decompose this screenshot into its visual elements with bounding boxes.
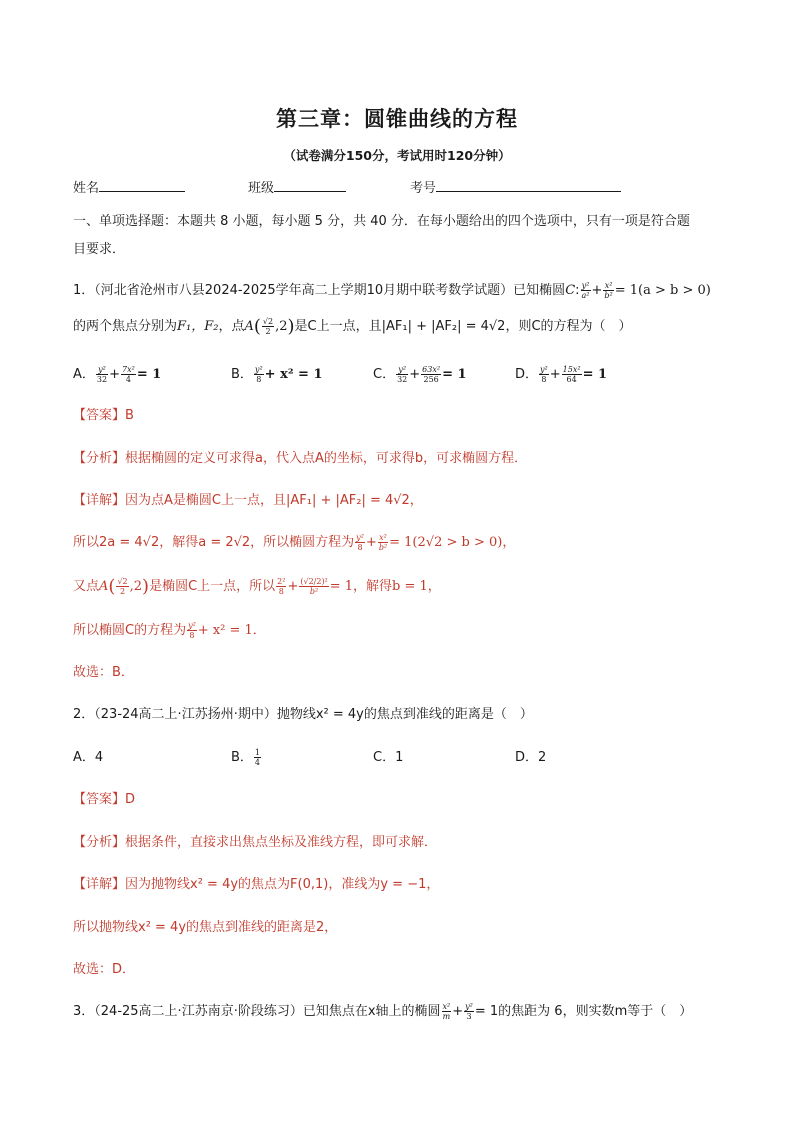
id-field [410, 177, 621, 196]
q1-option-a: A． $\frac{\text{y²}}{32}$ + $\frac{\text{7x²}}{4}$ = 1 [73, 365, 162, 384]
q1-option-b-tail: + x² = 1 [264, 367, 323, 382]
q1-detail3-a: 又点 [73, 579, 100, 594]
q2-answer-value: D [125, 792, 136, 807]
q1-option-d-label: D． [515, 367, 539, 382]
q1-detail2-a: 所以2a = 4√2，解得a = 2√2，所以椭圆方程为 [73, 535, 355, 550]
q3-stem: 3．（24-25高二上·江苏南京·阶段练习）已知焦点在x轴上的椭圆 $\frac{\text{x²}}{m}$ + $\frac{\text{y²}}{3}$ = 1的焦距为 6，则实数m等于（ ） [73, 1002, 693, 1021]
name-field [73, 177, 185, 196]
q1-detail1-text: 因为点A是椭圆C上一点，且|AF₁| + |AF₂| = 4√2， [125, 493, 423, 508]
q1-option-d-tail: = 1 [582, 367, 608, 382]
q1-detail4-a: 所以椭圆C的方程为 [73, 623, 187, 638]
q1-option-a-label: A． [73, 367, 95, 382]
q1-detail-label: 【详解】 [73, 493, 126, 508]
q2-detail-line2: 所以抛物线x² = 4y的焦点到准线的距离是2， [73, 920, 338, 935]
q1-answer-label: 【答案】 [73, 408, 126, 423]
page-subtitle: （试卷满分150分，考试用时120分钟） [283, 148, 511, 163]
q2-detail-label: 【详解】 [73, 877, 126, 892]
q1-source: （河北省沧州市八县2024-2025学年高二上学期10月期中联考数学试题）已知椭圆 [94, 283, 566, 298]
q3-text-a: （24-25高二上·江苏南京·阶段练习）已知焦点在x轴上的椭圆 [94, 1004, 441, 1019]
section-heading-line1: 一、单项选择题：本题共 8 小题，每小题 5 分，共 40 分．在每小题给出的四个选项中，只有一项是符合题 [73, 214, 690, 229]
q1-option-c-tail: = 1 [442, 367, 467, 382]
name-label: 姓名 [73, 181, 100, 196]
page-title: 第三章：圆锥曲线的方程 [276, 107, 518, 131]
q2-analysis-label: 【分析】 [73, 835, 126, 850]
q1-choose: 故选：B． [73, 665, 134, 680]
q2-stem [73, 703, 533, 722]
q1-line2-c: ，点 [218, 319, 245, 334]
q1-option-a-tail: = 1 [136, 367, 162, 382]
class-blank [274, 179, 346, 192]
q2-option-b-label: B． [231, 750, 253, 765]
q1-line2-d: 是C上一点，且|AF₁| + |AF₂| = 4√2，则C的方程为（ ） [294, 319, 632, 334]
q1-option-c: C． $\frac{\text{y²}}{32}$ + $\frac{\text{63x²}}{256}$ = 1 [373, 365, 467, 384]
q3-number: 3． [73, 1004, 95, 1019]
q1-stem-line1: 1．（河北省沧州市八县2024-2025学年高二上学期10月期中联考数学试题）已知椭圆C: $\frac{\text{y²}}{\text{a²}}$ + $\frac{\text{x²}}{\text{b²}}$ = 1(a > b > 0) [73, 281, 711, 300]
q1-option-c-label: C． [373, 367, 396, 382]
q2-option-c: C．1 [373, 750, 404, 765]
id-label: 考号 [410, 181, 437, 196]
q1-number: 1． [73, 283, 95, 298]
q1-eq-tail: = 1(a > b > 0) [614, 283, 711, 298]
q1-detail3-b: 是椭圆C上一点，所以 [149, 579, 276, 594]
q1-stem-line2: 的两个焦点分别为F₁，F₂，点A( $\frac{√2}{2}$ ,2)是C上一点，且|AF₁| + |AF₂| = 4√2，则C的方程为（ ） [73, 316, 632, 337]
name-blank [99, 179, 185, 192]
q1-foci: F₁，F₂ [177, 319, 219, 334]
q1-answer [73, 404, 134, 423]
q1-analysis-text: 根据椭圆的定义可求得a，代入点A的坐标，可求得b，可求椭圆方程． [125, 451, 528, 466]
q1-option-b: B． $\frac{\text{y²}}{8}$ + x² = 1 [231, 365, 323, 384]
q1-detail-line3: 又点A( $\frac{√2}{2}$ ,2)是椭圆C上一点，所以 $\frac{\text{2²}}{8}$ + $\frac{\text{(√2/2)²}}{\text{b²}}$ = 1，解得b = 1， [73, 576, 441, 597]
q2-choose: 故选：D． [73, 962, 136, 977]
q1-detail2-b: = 1(2√2 > b > 0)， [389, 535, 516, 550]
q2-option-d: D．2 [515, 750, 547, 765]
q2-answer-label: 【答案】 [73, 792, 126, 807]
q1-analysis [73, 447, 527, 466]
q3-text-b: = 1的焦距为 6，则实数m等于（ ） [474, 1004, 693, 1019]
section-heading-line2: 目要求． [73, 242, 126, 257]
q1-detail4-b: + x² = 1． [197, 623, 266, 638]
q1-line2-a: 的两个焦点分别为 [73, 319, 178, 334]
class-label: 班级 [248, 181, 275, 196]
q1-answer-value: B [125, 408, 134, 423]
q2-answer [73, 788, 135, 807]
q2-option-b: B． $\frac{1}{4}$ [231, 748, 261, 767]
q1-analysis-label: 【分析】 [73, 451, 126, 466]
q1-option-d: D． $\frac{\text{y²}}{8}$ + $\frac{\text{15x²}}{64}$ = 1 [515, 365, 608, 384]
q2-option-a: A．4 [73, 750, 104, 765]
q2-analysis [73, 831, 437, 850]
q2-analysis-text: 根据条件，直接求出焦点坐标及准线方程，即可求解． [125, 835, 438, 850]
q1-detail3-c: = 1，解得b = 1， [329, 579, 441, 594]
q2-detail-line1 [73, 873, 439, 892]
id-blank [436, 179, 621, 192]
q2-detail1-text: 因为抛物线x² = 4y的焦点为F(0,1)，准线为y = −1， [125, 877, 440, 892]
class-field [248, 177, 346, 196]
q2-number: 2． [73, 707, 95, 722]
q1-detail-line4: 所以椭圆C的方程为 $\frac{\text{y²}}{8}$ + x² = 1． [73, 621, 266, 640]
q1-option-b-label: B． [231, 367, 253, 382]
q2-text: （23-24高二上·江苏扬州·期中）抛物线x² = 4y的焦点到准线的距离是（ ） [94, 707, 533, 722]
q1-detail-line1 [73, 489, 423, 508]
q1-detail-line2: 所以2a = 4√2，解得a = 2√2，所以椭圆方程为 $\frac{\text{y²}}{8}$ + $\frac{\text{x²}}{\text{b²}}$ = 1(2√2 > b > 0)， [73, 533, 516, 552]
